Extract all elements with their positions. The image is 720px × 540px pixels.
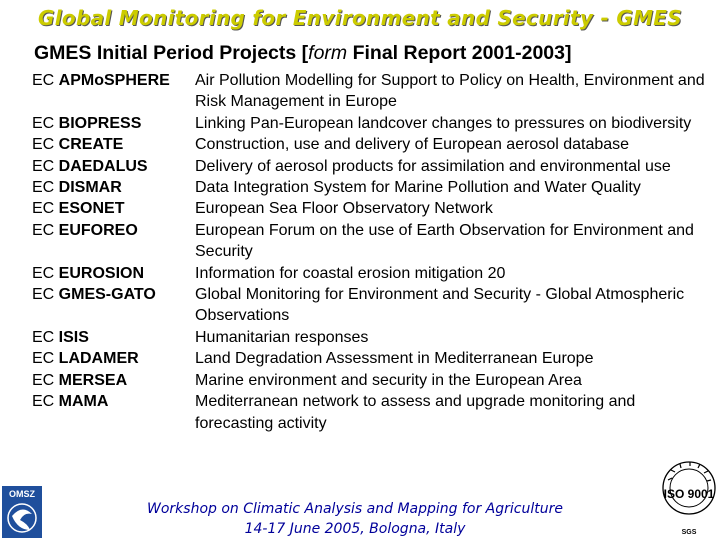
project-prefix: EC [32, 286, 59, 304]
iso-9001-logo [660, 458, 718, 538]
project-prefix: EC [32, 350, 59, 368]
footer-line-2: 14-17 June 2005, Bologna, Italy [244, 521, 466, 537]
project-code [32, 113, 195, 134]
project-row [32, 134, 712, 155]
project-prefix: EC [32, 136, 59, 154]
project-description: Linking Pan-European landcover changes to pressures on biodiversity [195, 114, 692, 132]
project-name: DISMAR [58, 179, 122, 197]
project-name: MAMA [58, 393, 109, 411]
project-code [32, 391, 195, 434]
project-description: Construction, use and delivery of European aerosol database [195, 136, 630, 154]
project-code [32, 156, 195, 177]
project-name: LADAMER [58, 350, 139, 368]
project-name: EUFOREO [58, 221, 138, 239]
project-name: ESONET [58, 200, 125, 218]
project-name: EUROSION [58, 264, 145, 282]
project-prefix: EC [32, 264, 59, 282]
project-row [32, 156, 712, 177]
subtitle-prefix: GMES Initial Period Projects [ [34, 42, 309, 64]
project-code [32, 70, 195, 113]
project-prefix: EC [32, 179, 59, 197]
footer-line-1: Workshop on Climatic Analysis and Mapping for Agriculture [147, 501, 563, 517]
project-prefix: EC [32, 221, 59, 239]
project-description: Marine environment and security in the European Area [195, 371, 582, 389]
project-prefix: EC [32, 72, 59, 89]
project-row [32, 220, 712, 263]
project-name: CREATE [58, 136, 124, 154]
project-row [32, 113, 712, 134]
iso-seal-text: ISO 9001 [663, 487, 715, 501]
project-description: Land Degradation Assessment in Mediterranean Europe [195, 350, 594, 368]
project-row [32, 348, 712, 369]
project-list [32, 70, 712, 434]
slide-title: Global Monitoring for Environment and Security - GMES [38, 6, 682, 30]
project-row [32, 263, 712, 284]
project-description: Mediterranean network to assess and upgrade monitoring and forecasting activity [195, 393, 636, 432]
project-name: DAEDALUS [58, 157, 148, 175]
project-prefix: EC [32, 371, 59, 389]
slide-subtitle [34, 42, 572, 65]
project-row [32, 198, 712, 219]
footer [0, 499, 710, 539]
project-description: Air Pollution Modelling for Support to Policy on Health, Environment and Risk Management in Europe [195, 72, 705, 111]
iso-seal-subtext: SGS [681, 529, 697, 536]
project-code [32, 284, 195, 327]
project-row [32, 177, 712, 198]
project-prefix: EC [32, 157, 59, 175]
project-prefix: EC [32, 328, 59, 346]
project-description: Global Monitoring for Environment and Security - Global Atmospheric Observations [195, 286, 685, 325]
project-code [32, 177, 195, 198]
project-prefix: EC [32, 200, 59, 218]
project-description: European Sea Floor Observatory Network [195, 200, 493, 218]
project-name: ISIS [58, 328, 89, 346]
project-code [32, 370, 195, 391]
project-row [32, 284, 712, 327]
project-row [32, 370, 712, 391]
omsz-logo [2, 486, 42, 538]
project-name: BIOPRESS [58, 114, 142, 132]
project-code [32, 220, 195, 263]
project-prefix: EC [32, 114, 59, 132]
project-description: Data Integration System for Marine Pollution and Water Quality [195, 179, 641, 197]
project-code [32, 327, 195, 348]
subtitle-form: form [308, 42, 348, 64]
project-name: APMoSPHERE [58, 72, 170, 89]
subtitle-suffix: Final Report 2001-2003] [347, 42, 572, 64]
project-description: European Forum on the use of Earth Observation for Environment and Security [195, 221, 694, 261]
project-row [32, 327, 712, 348]
project-code [32, 134, 195, 155]
project-row [32, 70, 712, 113]
project-code [32, 263, 195, 284]
project-description: Delivery of aerosol products for assimilation and environmental use [195, 157, 671, 175]
project-code [32, 348, 195, 369]
project-description: Information for coastal erosion mitigation 20 [195, 264, 506, 282]
project-prefix: EC [32, 393, 59, 411]
omsz-logo-text: OMSZ [9, 489, 35, 499]
project-row [32, 391, 712, 434]
project-description: Humanitarian responses [195, 328, 369, 346]
project-code [32, 198, 195, 219]
project-name: GMES-GATO [58, 286, 156, 304]
project-name: MERSEA [58, 371, 128, 389]
